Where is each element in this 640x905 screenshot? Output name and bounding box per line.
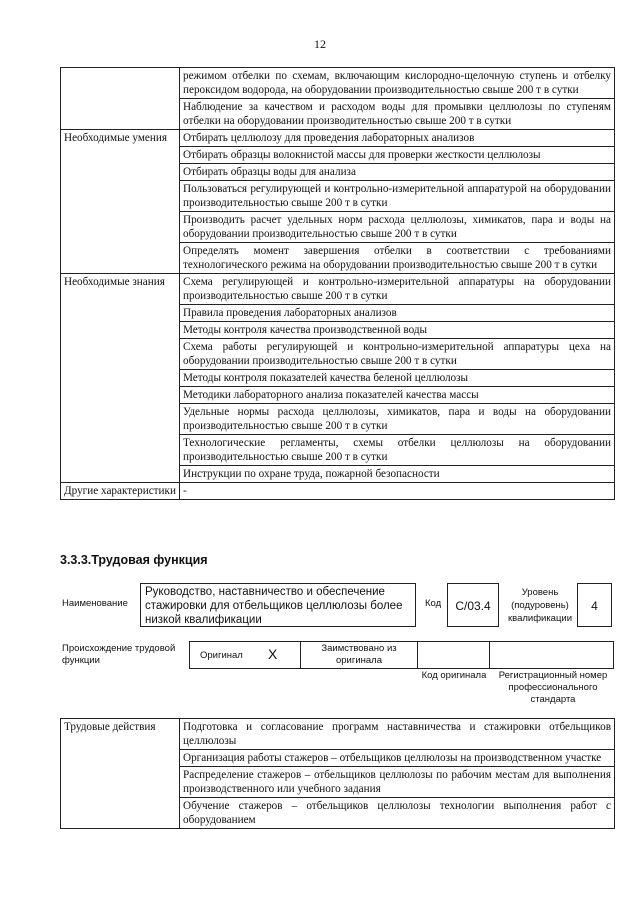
row-category: Необходимые умения [61, 130, 180, 274]
row-category: Трудовые действия [61, 719, 180, 829]
row-item: Методики лабораторного анализа показателей качества массы [180, 387, 615, 404]
row-item: Определять момент завершения отбелки в соответствии с требованиями технологического режима на оборудовании производительностью свыше 200 т в сутки [180, 243, 615, 274]
row-item: - [180, 483, 615, 500]
row-item: Правила проведения лабораторных анализов [180, 305, 615, 322]
table-row [61, 68, 615, 99]
origin-label: Происхождение трудовой функции [62, 643, 176, 666]
row-category: Другие характеристики [61, 483, 180, 500]
original-mark: X [268, 646, 278, 662]
row-item: Схема регулирующей и контрольно-измерительной аппаратуры на оборудовании производительностью свыше 200 т в сутки [180, 274, 615, 305]
row-item: Методы контроля показателей качества беленой целлюлозы [180, 370, 615, 387]
row-item: Производить расчет удельных норм расхода целлюлозы, химикатов, пара и воды на оборудовании производительностью свыше 200 т в сутки [180, 212, 615, 243]
row-item: Обучение стажеров – отбельщиков целлюлозы технологии выполнения работ с оборудованием [180, 798, 615, 829]
labor-actions-table [60, 718, 615, 829]
row-item: Отбирать образцы воды для анализа [180, 164, 615, 181]
level-value: 4 [577, 583, 612, 627]
level-label: Уровень (подуровень) квалификации [507, 587, 573, 624]
row-item: Пользоваться регулирующей и контрольно-измерительной аппаратурой на оборудовании производительностью свыше 200 т в сутки [180, 181, 615, 212]
row-item: Распределение стажеров – отбельщиков целлюлозы по рабочим местам для выполнения производственного или учебного задания [180, 767, 615, 798]
row-item: Организация работы стажеров – отбельщиков целлюлозы на производственном участке [180, 750, 615, 767]
row-item: Инструкции по охране труда, пожарной безопасности [180, 466, 615, 483]
row-category: Необходимые знания [61, 274, 180, 483]
row-item: Отбирать целлюлозу для проведения лабораторных анализов [180, 130, 615, 147]
section-title: 3.3.3.Трудовая функция [60, 553, 208, 567]
code-label: Код [425, 598, 442, 609]
code-original-caption: Код оригинала [421, 670, 487, 681]
original-label: Оригинал [200, 650, 243, 661]
row-category [61, 68, 180, 130]
row-item: Схема работы регулирующей и контрольно-измерительной аппаратуры цеха на оборудовании производительностью свыше 200 т в сутки [180, 339, 615, 370]
reg-number-caption: Регистрационный номер профессионального стандарта [498, 670, 608, 705]
row-item: Отбирать образцы волокнистой массы для проверки жесткости целлюлозы [180, 147, 615, 164]
page-number: 12 [314, 37, 326, 51]
borrowed-label: Заимствовано из оригинала [321, 643, 397, 666]
code-original-cell [417, 641, 490, 669]
competency-table [60, 67, 615, 500]
row-item: Удельные нормы расхода целлюлозы, химикатов, пара и воды на оборудовании производительностью свыше 200 т в сутки [180, 404, 615, 435]
row-item: Методы контроля качества производственной воды [180, 322, 615, 339]
reg-number-cell [489, 641, 614, 669]
table-row [61, 130, 615, 147]
row-item: Технологические регламенты, схемы отбелки целлюлозы на оборудовании производительностью свыше 200 т в сутки [180, 435, 615, 466]
table-row [61, 274, 615, 305]
function-name: Руководство, наставничество и обеспечение стажировки для отбельщиков целлюлозы более низкой квалификации [140, 583, 416, 627]
row-item: Подготовка и согласование программ наставничества и стажировки отбельщиков целлюлозы [180, 719, 615, 750]
table-row [61, 719, 615, 750]
row-item: Наблюдение за качеством и расходом воды для промывки целлюлозы по ступеням отбелки на оборудовании производительностью свыше 200 т в сутки [180, 99, 615, 130]
function-code: C/03.4 [447, 583, 499, 627]
table-row [61, 483, 615, 500]
name-label: Наименование [62, 598, 128, 609]
row-item: режимом отбелки по схемам, включающим кислородно-щелочную ступень и отбелку пероксидом водорода, на оборудовании производительностью свыше 200 т в сутки [180, 68, 615, 99]
